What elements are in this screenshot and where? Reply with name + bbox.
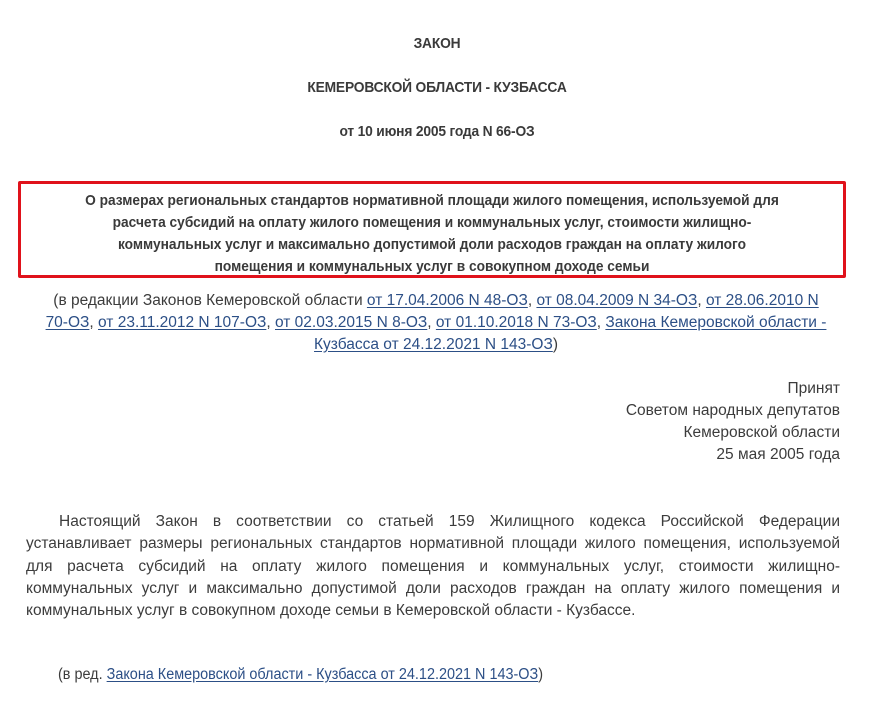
adoption-line: Принят — [787, 380, 840, 397]
law-subject-title — [56, 190, 808, 278]
revision-history — [30, 290, 842, 356]
revision-line-2 — [30, 312, 842, 334]
revision-line-3 — [30, 334, 842, 356]
adoption-line: Советом народных депутатов — [625, 402, 840, 419]
revision-link-2006[interactable]: от 17.04.2006 N 48-ОЗ — [366, 292, 528, 309]
revision-link-2010[interactable]: от 28.06.2010 N — [705, 292, 819, 309]
paragraph-revision-note — [58, 664, 543, 686]
separator: , — [427, 314, 436, 331]
revision-link-2009[interactable]: от 08.04.2009 N 34-ОЗ — [536, 292, 698, 309]
revision-link-2021-cont[interactable]: Кузбасса от 24.12.2021 N 143-ОЗ — [314, 336, 553, 353]
region-heading: КЕМЕРОВСКОЙ ОБЛАСТИ - КУЗБАССА — [307, 79, 567, 96]
revision-link-2015[interactable]: от 02.03.2015 N 8-ОЗ — [275, 314, 428, 331]
revision-link-2021[interactable]: Закона Кемеровской области - — [605, 314, 827, 331]
paragraph-line: устанавливает размеры региональных стандартов нормативной площади жилого помещения, используемой — [26, 535, 840, 553]
revision-prefix: (в редакции Законов Кемеровской области — [53, 292, 367, 309]
subject-line: О размерах региональных стандартов нормативной площади жилого помещения, используемой для — [85, 192, 779, 209]
law-date-number-heading: от 10 июня 2005 года N 66-ОЗ — [339, 123, 535, 140]
paragraph-line: коммунальных услуг в совокупном доходе семьи в Кемеровской области - Кузбассе. — [26, 602, 636, 620]
revision-link-2010-cont[interactable]: 70-ОЗ — [45, 314, 90, 331]
preamble-paragraph — [26, 511, 840, 622]
separator: , — [697, 292, 706, 309]
law-label-heading: ЗАКОН — [413, 35, 461, 52]
subject-line: коммунальных услуг и максимально допустимой доли расходов граждан на оплату жилого — [117, 236, 746, 253]
paragraph-line: для расчета субсидий на оплату жилого помещения и коммунальных услуг, стоимости жилищно- — [26, 557, 840, 575]
separator: , — [89, 314, 99, 331]
separator: , — [266, 314, 275, 331]
revision-suffix: ) — [552, 336, 558, 353]
adoption-block — [626, 378, 840, 466]
separator: , — [596, 314, 606, 331]
adoption-line: Кемеровской области — [683, 424, 840, 441]
revision-line-1 — [30, 290, 842, 312]
subject-line: расчета субсидий на оплату жилого помещения и коммунальных услуг, стоимости жилищно- — [112, 214, 752, 231]
revision-note-suffix: ) — [538, 666, 544, 683]
adoption-date: 25 мая 2005 года — [716, 446, 840, 463]
revision-note-prefix: (в ред. — [58, 666, 107, 683]
paragraph-line: Настоящий Закон в соответствии со статьей 159 Жилищного кодекса Российской Федерации — [59, 513, 840, 530]
revision-link-2012[interactable]: от 23.11.2012 N 107-ОЗ — [98, 314, 267, 331]
paragraph-line: коммунальных услуг и максимально допустимой доли расходов граждан на оплату жилого помещения и — [26, 579, 840, 597]
law-subject-highlight-box — [18, 181, 846, 278]
revision-note-link[interactable]: Закона Кемеровской области - Кузбасса от 24.12.2021 N 143-ОЗ — [106, 666, 539, 683]
subject-line: помещения и коммунальных услуг в совокупном доходе семьи — [214, 258, 650, 275]
separator: , — [527, 292, 537, 309]
revision-link-2018[interactable]: от 01.10.2018 N 73-ОЗ — [435, 314, 597, 331]
